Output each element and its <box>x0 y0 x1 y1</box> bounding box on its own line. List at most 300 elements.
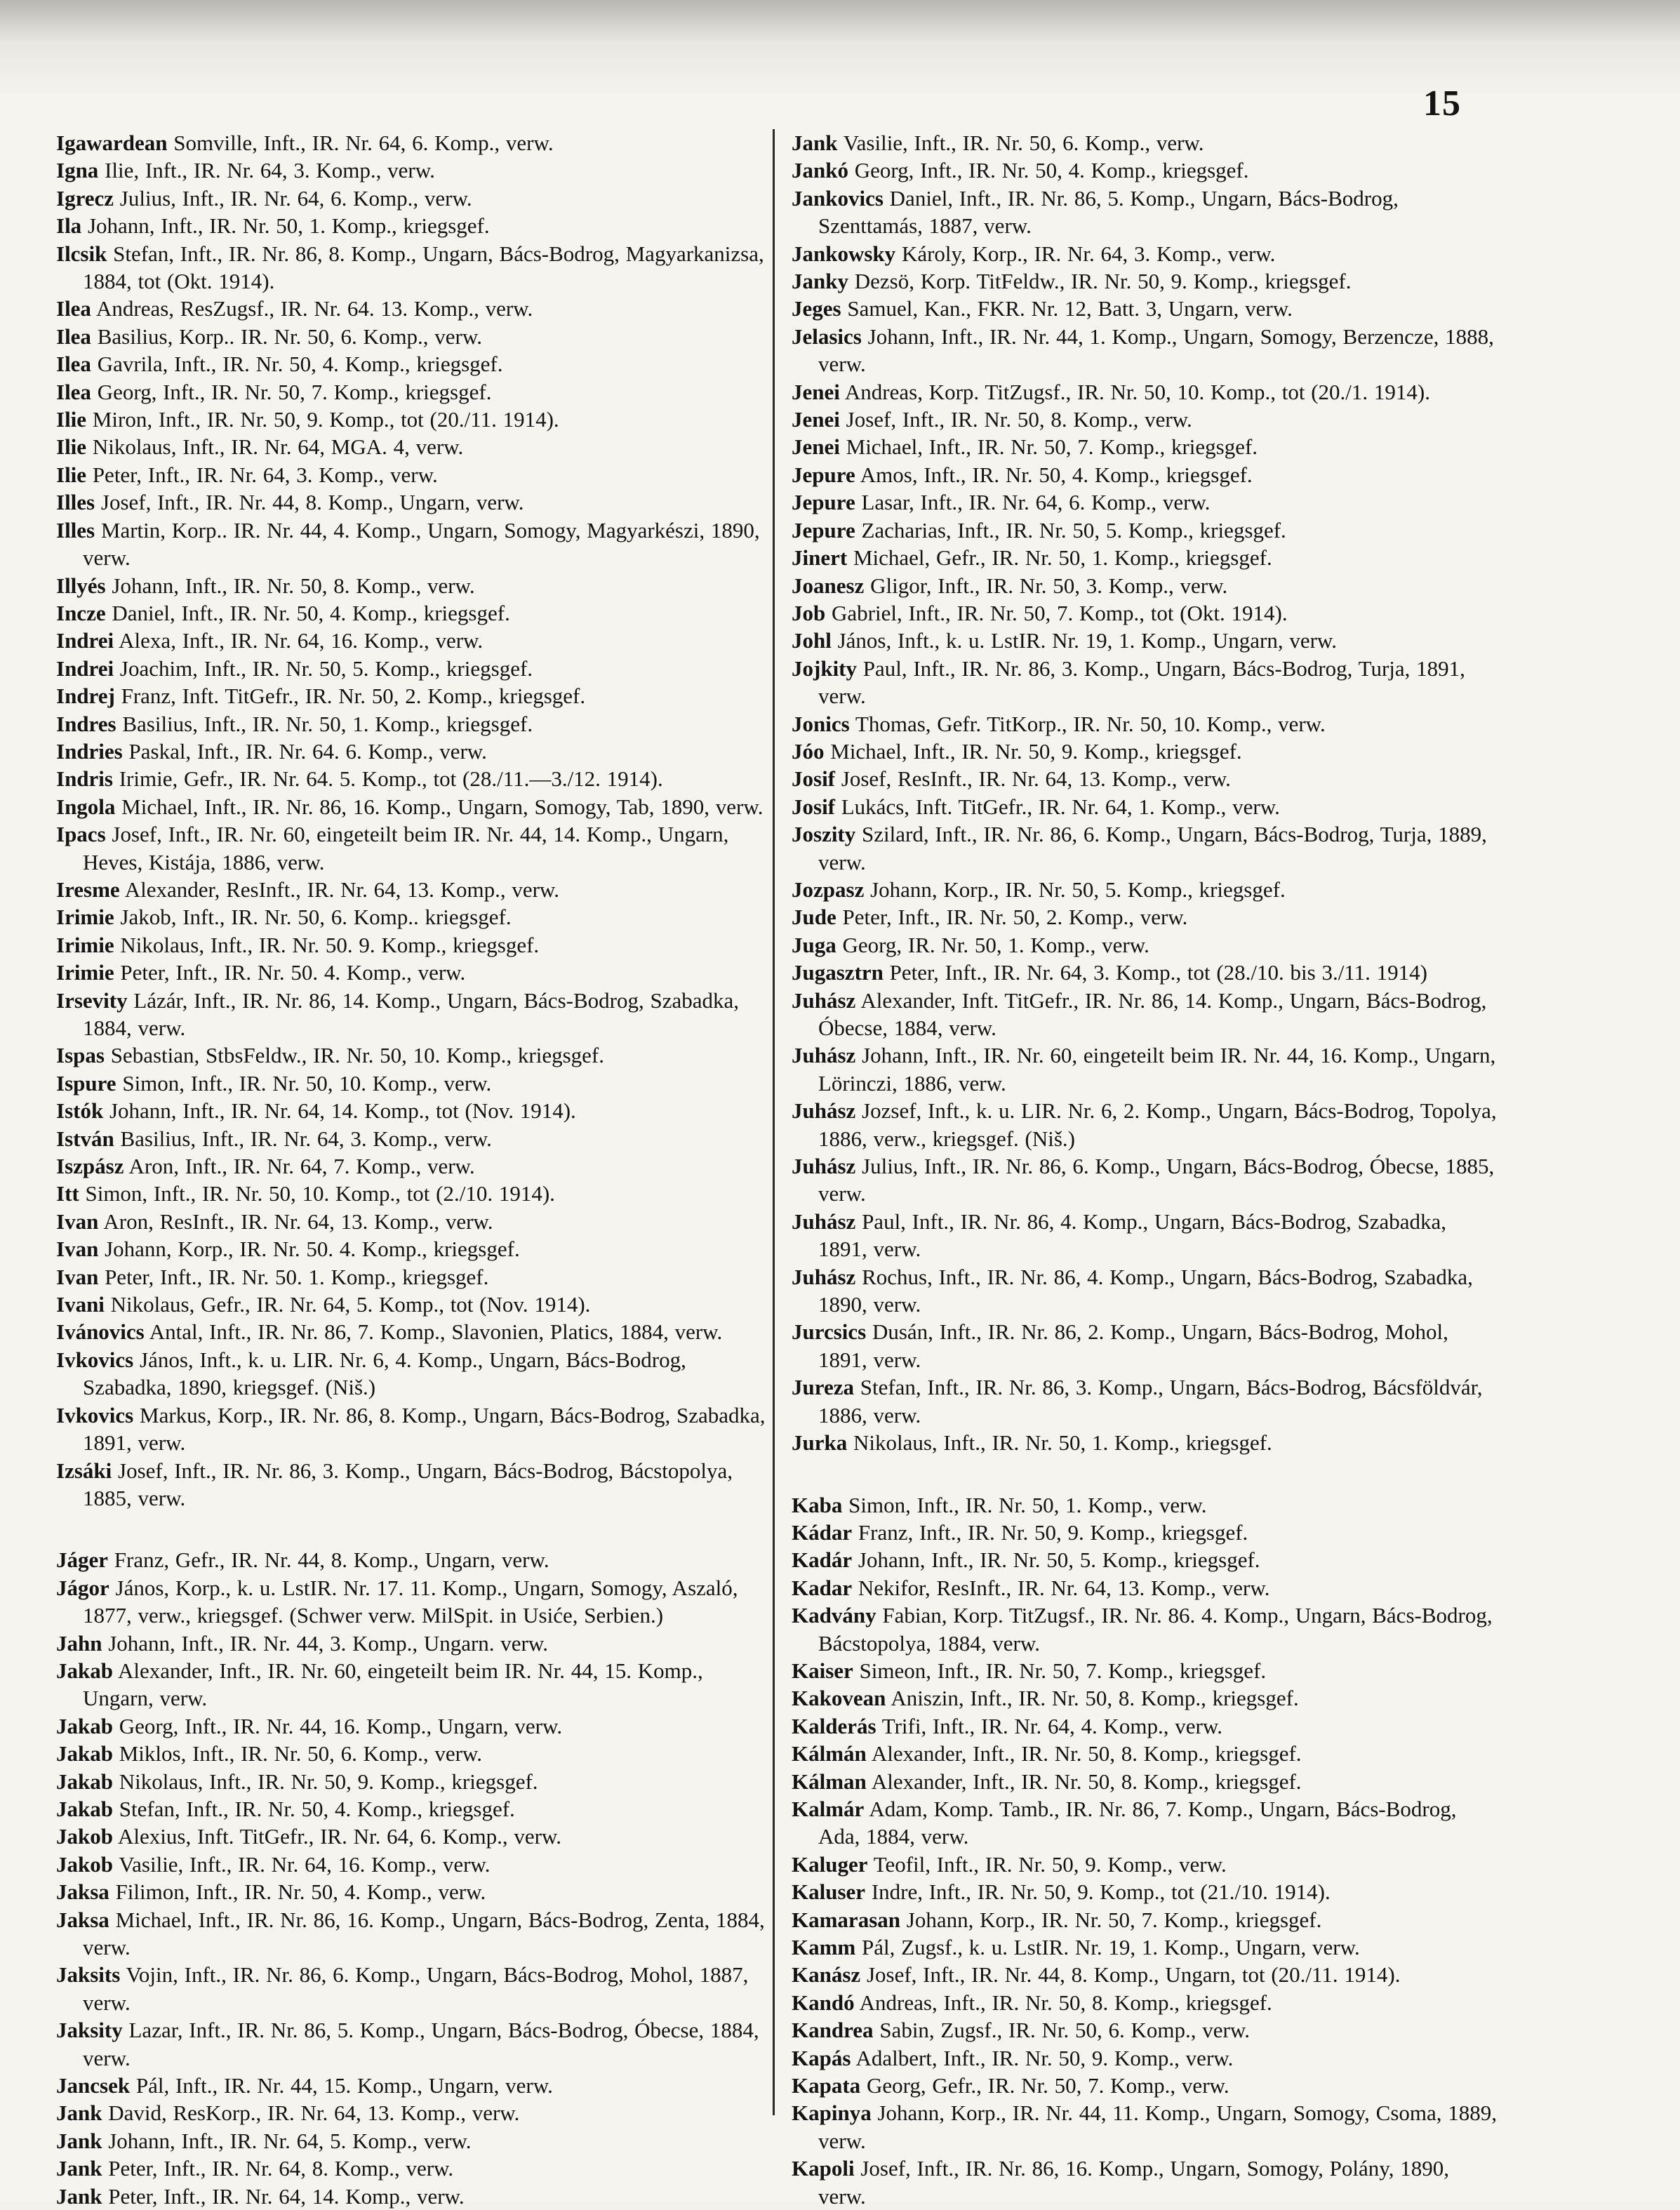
entry-details: Johann, Korp., IR. Nr. 50. 4. Komp., kriegsgef. <box>105 1237 520 1262</box>
entry-details: Sabin, Zugsf., IR. Nr. 50, 6. Komp., verw. <box>879 2018 1250 2043</box>
list-entry <box>56 1235 772 1263</box>
entry-surname: Irimie <box>56 905 114 930</box>
entry-surname: Kaiser <box>792 1658 853 1683</box>
list-entry <box>792 323 1500 378</box>
entry-details: Georg, Inft., IR. Nr. 50, 7. Komp., kriegsgef. <box>97 379 492 404</box>
entry-details: Franz, Inft., IR. Nr. 50, 9. Komp., kriegsgef. <box>858 1519 1248 1545</box>
entry-details: Martin, Korp.. IR. Nr. 44, 4. Komp., Ungarn, Somogy, Magyarkészi, 1890, verw. <box>83 517 760 571</box>
entry-surname: Indres <box>56 711 116 736</box>
entry-details: Irimie, Gefr., IR. Nr. 64. 5. Komp., tot (28./11.—3./12. 1914). <box>119 766 663 792</box>
list-entry <box>792 1657 1500 1684</box>
entry-details: Peter, Inft., IR. Nr. 64, 3. Komp., tot (28./10. bis 3./11. 1914) <box>889 960 1427 985</box>
entry-surname: Kapata <box>792 2073 861 2098</box>
entry-surname: Jureza <box>792 1375 854 1400</box>
entry-surname: Iresme <box>56 877 120 902</box>
list-entry <box>792 1373 1500 1429</box>
entry-surname: Jepure <box>792 490 855 515</box>
entry-details: Michael, Inft., IR. Nr. 50, 9. Komp., kriegsgef. <box>830 738 1242 764</box>
entry-surname: Jankowsky <box>792 241 896 266</box>
entry-details: Pál, Inft., IR. Nr. 44, 15. Komp., Ungarn, verw. <box>135 2073 553 2098</box>
list-entry <box>56 765 772 792</box>
entry-surname: Jude <box>792 905 836 930</box>
list-entry <box>792 1906 1500 1933</box>
entry-details: Jakob, Inft., IR. Nr. 50, 6. Komp.. kriegsgef. <box>120 905 512 930</box>
entry-details: Nekifor, ResInft., IR. Nr. 64, 13. Komp., verw. <box>858 1575 1270 1600</box>
list-entry <box>56 1851 772 1878</box>
entry-details: Peter, Inft., IR. Nr. 50. 1. Komp., kriegsgef. <box>105 1264 489 1289</box>
entry-surname: Kaluser <box>792 1879 866 1905</box>
list-entry <box>56 1546 772 1573</box>
entry-details: Trifi, Inft., IR. Nr. 64, 4. Komp., verw. <box>881 1713 1222 1738</box>
entry-details: Michael, Gefr., IR. Nr. 50, 1. Komp., kriegsgef. <box>853 545 1272 571</box>
entry-surname: Jáger <box>56 1547 109 1573</box>
entry-details: Johann, Inft., IR. Nr. 60, eingeteilt beim IR. Nr. 44, 16. Komp., Ungarn, Lörinczi, 1886, verw. <box>818 1043 1496 1096</box>
list-entry <box>56 710 772 738</box>
list-entry <box>792 378 1500 406</box>
list-entry <box>792 1429 1500 1456</box>
entry-details: Julius, Inft., IR. Nr. 64, 6. Komp., verw. <box>119 185 472 211</box>
list-entry <box>56 1125 772 1152</box>
entry-surname: Illyés <box>56 573 106 598</box>
list-entry <box>56 959 772 986</box>
entry-surname: Joszity <box>792 822 856 847</box>
entry-details: Julius, Inft., IR. Nr. 86, 6. Komp., Ungarn, Bács-Bodrog, Óbecse, 1885, verw. <box>818 1154 1495 1206</box>
entry-details: Andreas, Korp. TitZugsf., IR. Nr. 50, 10. Komp., tot (20./1. 1914). <box>844 379 1430 404</box>
entry-details: Johann, Korp., IR. Nr. 50, 5. Komp., kriegsgef. <box>870 877 1286 902</box>
entry-surname: Ilea <box>56 379 91 404</box>
entry-details: Gavrila, Inft., IR. Nr. 50, 4. Komp., kriegsgef. <box>97 352 503 377</box>
entry-details: Pál, Zugsf., k. u. LstIR. Nr. 19, 1. Komp., Ungarn, verw. <box>862 1935 1360 1959</box>
entry-surname: Igawardean <box>56 131 168 155</box>
list-entry <box>792 2044 1500 2072</box>
entry-surname: Ila <box>56 213 82 239</box>
entry-details: Peter, Inft., IR. Nr. 64, 8. Komp., verw. <box>108 2156 454 2181</box>
entry-details: Georg, IR. Nr. 50, 1. Komp., verw. <box>842 932 1149 957</box>
list-entry <box>56 793 772 820</box>
entry-surname: Jeges <box>792 296 841 321</box>
page-number: 15 <box>1423 84 1461 124</box>
entry-details: Sebastian, StbsFeldw., IR. Nr. 50, 10. Komp., kriegsgef. <box>110 1043 604 1068</box>
list-entry <box>56 1180 772 1207</box>
entry-surname: Ivan <box>56 1209 99 1234</box>
list-entry <box>792 793 1500 820</box>
list-entry <box>792 157 1500 184</box>
list-entry <box>792 267 1500 295</box>
entry-details: David, ResKorp., IR. Nr. 64, 13. Komp., verw. <box>108 2101 520 2126</box>
list-entry <box>56 876 772 903</box>
entry-details: Aron, ResInft., IR. Nr. 64, 13. Komp., verw. <box>103 1209 493 1234</box>
entry-details: Michael, Inft., IR. Nr. 86, 16. Komp., Ungarn, Somogy, Tab, 1890, verw. <box>121 794 764 819</box>
list-entry <box>56 1402 772 1457</box>
entry-details: Nikolaus, Inft., IR. Nr. 50. 9. Komp., kriegsgef. <box>120 932 540 957</box>
entry-surname: Ingola <box>56 794 116 819</box>
entry-details: Jozsef, Inft., k. u. LIR. Nr. 6, 2. Komp., Ungarn, Bács-Bodrog, Topolya, 1886, verw., kriegsgef. (Niš.) <box>818 1098 1497 1151</box>
entry-details: Peter, Inft., IR. Nr. 64, 3. Komp., verw. <box>92 462 438 487</box>
entry-surname: Ivkovics <box>56 1347 134 1372</box>
entry-details: Alexander, Inft., IR. Nr. 60, eingeteilt beim IR. Nr. 44, 15. Komp., Ungarn, verw. <box>83 1658 703 1711</box>
entry-surname: Job <box>792 600 826 625</box>
list-entry <box>56 433 772 460</box>
entry-details: Johann, Inft., IR. Nr. 64, 5. Komp., verw. <box>108 2128 472 2153</box>
entry-surname: Ivkovics <box>56 1402 134 1427</box>
list-entry <box>56 323 772 350</box>
entry-surname: Juhász <box>792 1043 856 1068</box>
list-entry <box>792 2099 1500 2155</box>
entry-details: Nikolaus, Inft., IR. Nr. 64, MGA. 4, verw. <box>92 434 464 460</box>
entry-details: Rochus, Inft., IR. Nr. 86, 4. Komp., Ungarn, Bács-Bodrog, Szabadka, 1890, verw. <box>818 1264 1473 1317</box>
entry-surname: Kadár <box>792 1547 853 1573</box>
entry-details: Károly, Korp., IR. Nr. 64, 3. Komp., verw. <box>901 241 1276 266</box>
entry-surname: Juhász <box>792 987 856 1013</box>
list-entry <box>792 710 1500 738</box>
entry-details: Andreas, ResZugsf., IR. Nr. 64. 13. Komp., verw. <box>95 296 533 321</box>
entry-details: Paul, Inft., IR. Nr. 86, 3. Komp., Ungarn, Bács-Bodrog, Turja, 1891, verw. <box>818 655 1465 709</box>
entry-surname: Indrej <box>56 684 115 709</box>
list-entry <box>56 157 772 184</box>
list-entry <box>56 1823 772 1850</box>
list-entry <box>56 350 772 378</box>
entry-surname: Jankó <box>792 158 848 183</box>
entry-details: Peter, Inft., IR. Nr. 50, 2. Komp., verw. <box>842 905 1188 930</box>
entry-surname: Kaluger <box>792 1851 868 1877</box>
list-entry <box>56 1070 772 1097</box>
list-entry <box>792 2016 1500 2044</box>
list-entry <box>792 1208 1500 1263</box>
list-entry <box>56 295 772 322</box>
entry-surname: Juhász <box>792 1264 856 1289</box>
list-entry <box>56 1152 772 1180</box>
list-entry <box>792 1740 1500 1767</box>
list-entry <box>792 1097 1500 1152</box>
entry-surname: Jank <box>56 2101 102 2126</box>
entry-details: Basilius, Inft., IR. Nr. 64, 3. Komp., verw. <box>120 1126 492 1151</box>
entry-details: Antal, Inft., IR. Nr. 86, 7. Komp., Slavonien, Platics, 1884, verw. <box>149 1319 723 1345</box>
entry-surname: Illes <box>56 490 95 515</box>
entry-details: Aron, Inft., IR. Nr. 64, 7. Komp., verw. <box>128 1154 475 1179</box>
list-entry <box>792 1602 1500 1657</box>
list-entry <box>56 1768 772 1795</box>
list-entry <box>56 1795 772 1823</box>
entry-details: Alexa, Inft., IR. Nr. 64, 16. Komp., verw. <box>119 628 484 653</box>
entry-details: Johann, Korp., IR. Nr. 50, 7. Komp., kriegsgef. <box>906 1907 1322 1932</box>
list-entry <box>56 820 772 876</box>
entry-surname: Kanász <box>792 1962 861 1988</box>
entry-surname: Janky <box>792 269 848 294</box>
list-entry <box>792 488 1500 516</box>
entry-details: Gligor, Inft., IR. Nr. 50, 3. Komp., verw. <box>870 573 1228 598</box>
entry-surname: Ilie <box>56 434 87 460</box>
entry-surname: Indris <box>56 766 113 792</box>
entry-details: Samuel, Kan., FKR. Nr. 12, Batt. 3, Ungarn, verw. <box>847 296 1293 321</box>
list-entry <box>792 876 1500 903</box>
list-entry <box>792 1491 1500 1519</box>
entry-surname: Jonics <box>792 711 850 736</box>
list-entry <box>56 2155 772 2182</box>
entry-details: Daniel, Inft., IR. Nr. 50, 4. Komp., kriegsgef. <box>112 600 510 625</box>
entry-details: Basilius, Inft., IR. Nr. 50, 1. Komp., kriegsgef. <box>122 711 533 736</box>
entry-details: Alexander, Inft., IR. Nr. 50, 8. Komp., kriegsgef. <box>871 1769 1302 1794</box>
entry-surname: Jojkity <box>792 655 857 681</box>
entry-surname: Joanesz <box>792 573 865 598</box>
list-entry <box>792 820 1500 876</box>
entry-surname: Jinert <box>792 545 848 571</box>
list-entry <box>56 1657 772 1712</box>
entry-details: Nikolaus, Inft., IR. Nr. 50, 1. Komp., kriegsgef. <box>853 1430 1272 1456</box>
entry-details: Teofil, Inft., IR. Nr. 50, 9. Komp., verw. <box>873 1851 1227 1877</box>
entry-surname: Jepure <box>792 517 855 542</box>
entry-details: Johann, Inft., IR. Nr. 50, 8. Komp., verw. <box>112 573 475 598</box>
entry-surname: Kandó <box>792 1990 855 2015</box>
entry-surname: Kapás <box>792 2045 851 2070</box>
entry-details: Peter, Inft., IR. Nr. 64, 14. Komp., verw. <box>108 2183 465 2209</box>
entry-details: Alexander, ResInft., IR. Nr. 64, 13. Komp., verw. <box>124 877 560 902</box>
entry-surname: Jakab <box>56 1769 113 1794</box>
entry-details: Josef, Inft., IR. Nr. 44, 8. Komp., Ungarn, tot (20./11. 1914). <box>866 1962 1401 1988</box>
entry-surname: Jakab <box>56 1658 113 1683</box>
list-entry <box>792 240 1500 267</box>
list-entry <box>792 2072 1500 2099</box>
entry-surname: Itt <box>56 1181 79 1206</box>
entry-surname: Jelasics <box>792 324 862 349</box>
list-entry <box>56 240 772 295</box>
entry-details: Zacharias, Inft., IR. Nr. 50, 5. Komp., kriegsgef. <box>861 517 1286 542</box>
list-entry <box>792 1318 1500 1373</box>
entry-details: Stefan, Inft., IR. Nr. 86, 3. Komp., Ungarn, Bács-Bodrog, Bácsföldvár, 1886, verw. <box>818 1375 1483 1427</box>
entry-surname: Jahn <box>56 1630 102 1656</box>
list-entry <box>56 903 772 931</box>
list-entry <box>56 987 772 1042</box>
entry-details: Stefan, Inft., IR. Nr. 50, 4. Komp., kriegsgef. <box>119 1796 515 1821</box>
entry-surname: Kalmár <box>792 1796 865 1821</box>
entry-details: Franz, Inft. TitGefr., IR. Nr. 50, 2. Komp., kriegsgef. <box>121 684 586 709</box>
list-entry <box>56 682 772 710</box>
entry-surname: Jancsek <box>56 2073 131 2098</box>
list-entry <box>792 129 1500 157</box>
entry-details: Georg, Inft., IR. Nr. 44, 16. Komp., Ungarn, verw. <box>119 1713 563 1738</box>
list-entry <box>792 627 1500 654</box>
list-entry <box>792 959 1500 986</box>
entry-surname: Josif <box>792 794 835 819</box>
entry-surname: Ivánovics <box>56 1319 145 1345</box>
entry-surname: Jaksa <box>56 1879 109 1905</box>
entry-surname: Juhász <box>792 1154 856 1179</box>
entry-surname: Igna <box>56 158 99 183</box>
entry-details: Aniszin, Inft., IR. Nr. 50, 8. Komp., kriegsgef. <box>891 1686 1299 1711</box>
entry-surname: Kandrea <box>792 2018 874 2043</box>
entry-surname: Kadar <box>792 1575 853 1600</box>
entry-details: Nikolaus, Gefr., IR. Nr. 64, 5. Komp., tot (Nov. 1914). <box>110 1292 591 1317</box>
entry-details: Josef, Inft., IR. Nr. 60, eingeteilt beim IR. Nr. 44, 14. Komp., Ungarn, Heves, Kistája, 1886, verw. <box>83 822 729 874</box>
list-entry <box>56 655 772 682</box>
entry-surname: Izsáki <box>56 1458 112 1483</box>
list-entry <box>792 1878 1500 1905</box>
list-entry <box>792 1989 1500 2016</box>
list-entry <box>56 1574 772 1630</box>
entry-details: Simon, Inft., IR. Nr. 50, 1. Komp., verw. <box>848 1492 1207 1517</box>
entry-surname: Jurcsics <box>792 1319 867 1345</box>
entry-surname: Ilea <box>56 352 91 377</box>
list-entry <box>792 517 1500 544</box>
entry-surname: Irimie <box>56 960 114 985</box>
entry-details: Alexander, Inft. TitGefr., IR. Nr. 86, 14. Komp., Ungarn, Bács-Bodrog, Óbecse, 1884, verw. <box>818 987 1487 1040</box>
list-entry <box>792 987 1500 1042</box>
entry-details: Andreas, Inft., IR. Nr. 50, 8. Komp., kriegsgef. <box>859 1990 1272 2015</box>
entry-surname: Kamm <box>792 1935 856 1959</box>
list-entry <box>792 903 1500 931</box>
entry-details: Simon, Inft., IR. Nr. 50, 10. Komp., tot (2./10. 1914). <box>85 1181 555 1206</box>
entry-details: Vasilie, Inft., IR. Nr. 50, 6. Komp., verw. <box>843 131 1204 155</box>
entry-details: Vasilie, Inft., IR. Nr. 64, 16. Komp., verw. <box>119 1851 491 1877</box>
entry-details: Miklos, Inft., IR. Nr. 50, 6. Komp., verw. <box>119 1741 483 1766</box>
entry-surname: Ilea <box>56 296 91 321</box>
list-entry <box>56 1906 772 1962</box>
entry-surname: Jankovics <box>792 185 884 211</box>
entry-surname: Kádar <box>792 1519 853 1545</box>
entry-surname: Jakab <box>56 1713 113 1738</box>
left-column <box>56 129 772 2210</box>
entry-surname: Iszpász <box>56 1154 124 1179</box>
entry-details: Indre, Inft., IR. Nr. 50, 9. Komp., tot (21./10. 1914). <box>871 1879 1331 1905</box>
entry-surname: István <box>56 1126 114 1151</box>
entry-surname: Jurka <box>792 1430 848 1456</box>
entry-surname: Kalderás <box>792 1713 876 1738</box>
list-entry <box>792 738 1500 765</box>
entry-surname: Jepure <box>792 462 855 487</box>
list-entry <box>56 1291 772 1318</box>
entry-surname: Ilea <box>56 324 91 349</box>
entry-surname: Josif <box>792 766 835 792</box>
list-entry <box>792 1933 1500 1961</box>
entry-surname: Kálman <box>792 1769 867 1794</box>
list-entry <box>792 1041 1500 1097</box>
list-entry <box>56 1346 772 1402</box>
list-entry <box>56 212 772 239</box>
entry-surname: Kaba <box>792 1492 843 1517</box>
entry-details: Dusán, Inft., IR. Nr. 86, 2. Komp., Ungarn, Bács-Bodrog, Mohol, 1891, verw. <box>818 1319 1448 1372</box>
entry-details: Simon, Inft., IR. Nr. 50, 10. Komp., verw. <box>122 1070 492 1096</box>
entry-surname: Kakovean <box>792 1686 886 1711</box>
list-entry <box>56 185 772 212</box>
list-entry <box>792 765 1500 792</box>
entry-surname: Irimie <box>56 932 114 957</box>
entry-surname: Jakab <box>56 1796 113 1821</box>
entry-surname: Indrei <box>56 628 114 653</box>
list-entry <box>56 488 772 516</box>
entry-details: Amos, Inft., IR. Nr. 50, 4. Komp., kriegsgef. <box>860 462 1253 487</box>
list-entry <box>56 2016 772 2072</box>
entry-details: Michael, Inft., IR. Nr. 86, 16. Komp., Ungarn, Bács-Bodrog, Zenta, 1884, verw. <box>83 1907 765 1959</box>
column-divider <box>773 129 775 2115</box>
list-entry <box>792 433 1500 460</box>
entry-details: Fabian, Korp. TitZugsf., IR. Nr. 86. 4. Komp., Ungarn, Bács-Bodrog, Bácstopolya, 1884, verw. <box>818 1603 1493 1656</box>
list-entry <box>792 572 1500 599</box>
entry-surname: Jóo <box>792 738 825 764</box>
list-entry <box>792 1546 1500 1573</box>
entry-surname: Kamarasan <box>792 1907 900 1932</box>
list-entry <box>56 572 772 599</box>
entry-details: Peter, Inft., IR. Nr. 50. 4. Komp., verw. <box>120 960 466 985</box>
entry-details: Filimon, Inft., IR. Nr. 50, 4. Komp., verw. <box>115 1879 486 1905</box>
list-entry <box>56 1961 772 2016</box>
list-entry <box>792 461 1500 488</box>
list-entry <box>56 1097 772 1124</box>
list-entry <box>56 2072 772 2099</box>
entry-details: Paul, Inft., IR. Nr. 86, 4. Komp., Ungarn, Bács-Bodrog, Szabadka, 1891, verw. <box>818 1209 1447 1262</box>
entry-surname: Kálmán <box>792 1741 867 1766</box>
entry-details: Georg, Gefr., IR. Nr. 50, 7. Komp., verw. <box>866 2073 1229 2098</box>
entry-details: Alexius, Inft. TitGefr., IR. Nr. 64, 6. Komp., verw. <box>118 1824 562 1849</box>
list-entry <box>56 2099 772 2126</box>
entry-details: Lázár, Inft., IR. Nr. 86, 14. Komp., Ungarn, Bács-Bodrog, Szabadka, 1884, verw. <box>83 987 739 1040</box>
entry-surname: Jaksits <box>56 1962 121 1988</box>
entry-details: Gabriel, Inft., IR. Nr. 50, 7. Komp., tot (Okt. 1914). <box>832 600 1288 625</box>
entry-surname: Ilcsik <box>56 241 107 266</box>
entry-details: Josef, Inft., IR. Nr. 86, 3. Komp., Ungarn, Bács-Bodrog, Bácstopolya, 1885, verw. <box>83 1458 733 1510</box>
list-entry <box>56 517 772 572</box>
entry-surname: Jakob <box>56 1851 113 1877</box>
list-entry <box>56 1630 772 1657</box>
list-entry <box>792 406 1500 433</box>
list-entry <box>792 1574 1500 1602</box>
entry-details: Johann, Inft., IR. Nr. 44, 3. Komp., Ungarn. verw. <box>108 1630 548 1656</box>
entry-details: Josef, ResInft., IR. Nr. 64, 13. Komp., verw. <box>841 766 1231 792</box>
entry-details: Szilard, Inft., IR. Nr. 86, 6. Komp., Ungarn, Bács-Bodrog, Turja, 1889, verw. <box>818 822 1487 874</box>
right-column <box>792 129 1500 2210</box>
list-entry <box>56 738 772 765</box>
list-entry <box>56 1041 772 1069</box>
entry-surname: Juhász <box>792 1209 856 1234</box>
entry-details: Adam, Komp. Tamb., IR. Nr. 86, 7. Komp., Ungarn, Bács-Bodrog, Ada, 1884, verw. <box>818 1796 1457 1849</box>
entry-details: Markus, Korp., IR. Nr. 86, 8. Komp., Ungarn, Bács-Bodrog, Szabadka, 1891, verw. <box>83 1402 766 1456</box>
entry-details: Basilius, Korp.. IR. Nr. 50, 6. Komp., verw. <box>97 324 483 349</box>
entry-details: Lazar, Inft., IR. Nr. 86, 5. Komp., Ungarn, Bács-Bodrog, Óbecse, 1884, verw. <box>83 2018 759 2070</box>
entry-details: Daniel, Inft., IR. Nr. 86, 5. Komp., Ungarn, Bács-Bodrog, Szenttamás, 1887, verw. <box>818 185 1399 239</box>
list-entry <box>792 1961 1500 1988</box>
list-entry <box>56 2183 772 2210</box>
list-entry <box>792 1519 1500 1546</box>
entry-details: Simeon, Inft., IR. Nr. 50, 7. Komp., kriegsgef. <box>859 1658 1267 1683</box>
entry-surname: Johl <box>792 628 832 653</box>
entry-surname: Jakab <box>56 1741 113 1766</box>
list-entry <box>56 1318 772 1345</box>
list-entry <box>792 544 1500 571</box>
entry-surname: Jágor <box>56 1575 109 1600</box>
list-entry <box>792 1795 1500 1851</box>
entry-details: Franz, Gefr., IR. Nr. 44, 8. Komp., Ungarn, verw. <box>114 1547 549 1573</box>
list-entry <box>56 461 772 488</box>
entry-surname: Jaksa <box>56 1907 109 1932</box>
list-entry <box>56 1878 772 1905</box>
list-entry <box>56 627 772 654</box>
entry-surname: Indries <box>56 738 123 764</box>
entry-details: Georg, Inft., IR. Nr. 50, 4. Komp., kriegsgef. <box>854 158 1249 183</box>
list-entry <box>792 1851 1500 1878</box>
section-gap <box>792 1457 1500 1491</box>
entry-details: Josef, Inft., IR. Nr. 50, 8. Komp., verw. <box>846 407 1192 432</box>
entry-surname: Illes <box>56 517 95 542</box>
entry-details: Johann, Inft., IR. Nr. 50, 5. Komp., kriegsgef. <box>858 1547 1260 1573</box>
entry-details: János, Inft., k. u. LstIR. Nr. 19, 1. Komp., Ungarn, verw. <box>837 628 1338 653</box>
list-entry <box>56 1208 772 1235</box>
entry-surname: Jank <box>792 131 838 155</box>
list-entry <box>56 1712 772 1740</box>
entry-surname: Jenei <box>792 379 840 404</box>
list-entry <box>56 406 772 433</box>
section-gap <box>56 1512 772 1546</box>
entry-surname: Jank <box>56 2156 102 2181</box>
entry-details: Josef, Inft., IR. Nr. 86, 16. Komp., Ungarn, Somogy, Polány, 1890, verw. <box>818 2156 1449 2209</box>
entry-details: Johann, Inft., IR. Nr. 64, 14. Komp., tot (Nov. 1914). <box>109 1098 576 1124</box>
